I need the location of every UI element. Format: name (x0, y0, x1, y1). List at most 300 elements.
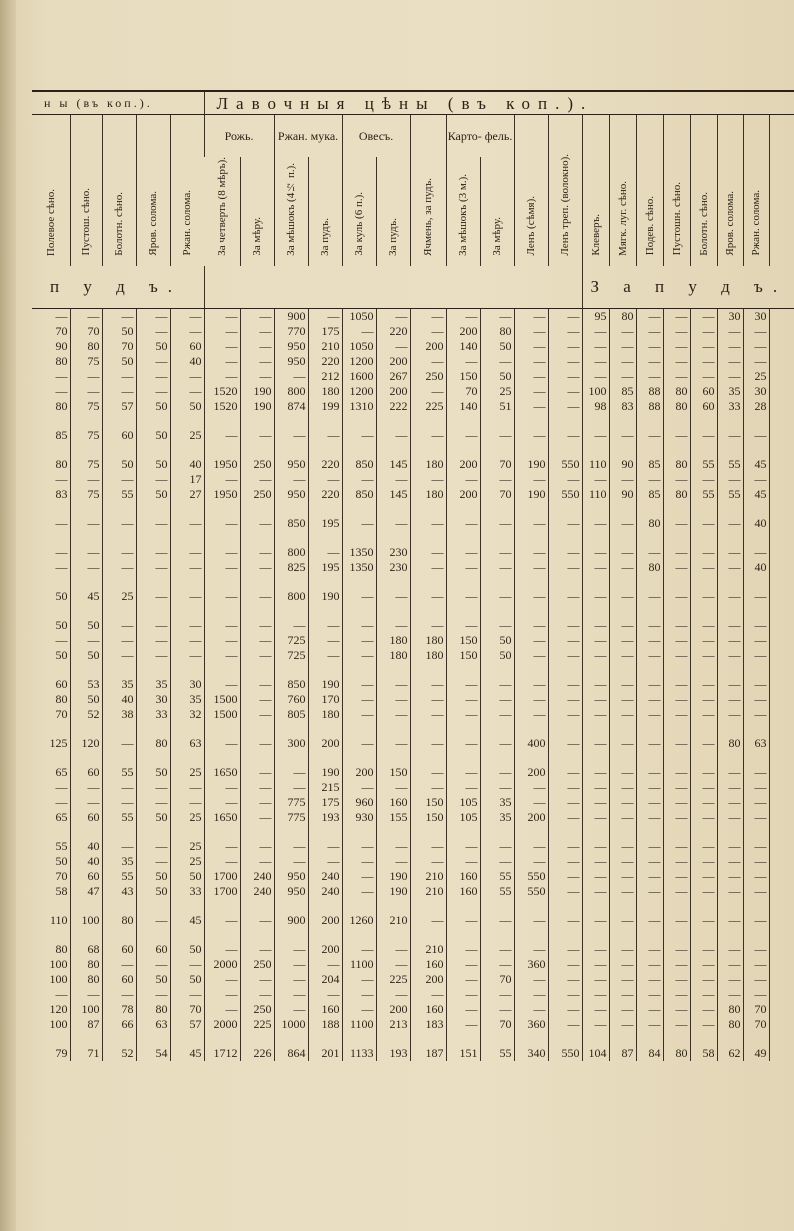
table-cell: 240 (308, 869, 342, 884)
table-cell: 50 (102, 457, 136, 472)
table-cell: — (480, 987, 514, 1002)
table-cell: 85 (636, 487, 663, 502)
table-cell: 35 (170, 692, 204, 707)
col-header: Яров. солома. (136, 115, 170, 266)
spacer-cell (136, 899, 170, 913)
table-cell: — (609, 677, 636, 692)
table-cell: 43 (102, 884, 136, 899)
spacer-cell (170, 722, 204, 736)
table-cell: — (342, 516, 376, 531)
table-cell: 40 (102, 692, 136, 707)
table-cell: — (308, 545, 342, 560)
spacer-cell (342, 414, 376, 428)
table-cell: 80 (609, 308, 636, 324)
spacer-cell (308, 722, 342, 736)
table-cell (769, 1046, 794, 1061)
table-cell: 80 (70, 972, 102, 987)
table-cell: 210 (308, 339, 342, 354)
table-row (32, 692, 794, 707)
table-cell: — (514, 913, 548, 928)
table-cell: 50 (55, 617, 68, 632)
table-cell: — (240, 942, 274, 957)
table-cell: — (582, 780, 609, 795)
table-cell: — (690, 795, 717, 810)
spacer-cell (663, 928, 690, 942)
table-cell: 800 (274, 589, 308, 604)
table-cell: — (582, 810, 609, 825)
table-cell (769, 765, 794, 780)
spacer-cell (636, 575, 663, 589)
col-header: За мѣру. (480, 157, 514, 266)
table-cell: — (446, 765, 480, 780)
table-cell: — (170, 308, 204, 324)
table-cell: — (636, 472, 663, 487)
table-cell: — (548, 618, 582, 633)
table-cell: — (717, 324, 743, 339)
table-cell: — (376, 428, 410, 443)
table-cell: — (55, 515, 68, 530)
spacer-cell (582, 722, 609, 736)
table-cell: 200 (446, 457, 480, 472)
table-cell: — (609, 618, 636, 633)
table-cell: — (636, 1002, 663, 1017)
table-cell: 180 (308, 707, 342, 722)
table-cell: — (514, 384, 548, 399)
table-cell: — (480, 1002, 514, 1017)
table-cell: 200 (308, 942, 342, 957)
table-cell: — (609, 839, 636, 854)
spacer-cell (514, 663, 548, 677)
table-cell: — (410, 707, 446, 722)
table-cell: — (410, 839, 446, 854)
table-cell: 225 (240, 1017, 274, 1032)
table-cell: — (480, 308, 514, 324)
spacer-cell (636, 663, 663, 677)
table-cell (769, 339, 794, 354)
table-cell: — (743, 692, 769, 707)
table-cell: — (636, 677, 663, 692)
table-cell: 60 (70, 765, 102, 780)
spacer-cell (582, 414, 609, 428)
table-cell: 50 (136, 487, 170, 502)
table-cell: — (717, 913, 743, 928)
spacer-cell (514, 825, 548, 839)
spacer-cell (204, 531, 240, 545)
table-cell: 27 (170, 487, 204, 502)
table-row (32, 1002, 794, 1017)
table-cell: 55 (690, 487, 717, 502)
table-cell: 1050 (342, 339, 376, 354)
table-cell: 200 (376, 384, 410, 399)
spacer-cell (514, 575, 548, 589)
table-cell: 220 (308, 457, 342, 472)
table-cell: — (102, 839, 136, 854)
table-cell: — (690, 589, 717, 604)
table-cell: — (136, 308, 170, 324)
spacer-cell (514, 899, 548, 913)
spacer-cell (743, 575, 769, 589)
table-cell: — (376, 736, 410, 751)
table-cell: 66 (102, 1017, 136, 1032)
spacer-cell (410, 899, 446, 913)
table-cell: 222 (376, 399, 410, 414)
table-cell: 45 (743, 487, 769, 502)
spacer-cell (663, 751, 690, 765)
table-cell: 33 (717, 399, 743, 414)
spacer-cell (240, 531, 274, 545)
table-cell: 190 (308, 765, 342, 780)
spacer-cell (342, 663, 376, 677)
table-cell: — (548, 987, 582, 1002)
table-cell: 50 (102, 324, 136, 339)
table-cell: — (582, 987, 609, 1002)
table-cell: — (70, 795, 102, 810)
table-cell: 201 (308, 1046, 342, 1061)
spacer-cell (410, 1032, 446, 1046)
table-cell: — (743, 545, 769, 560)
spacer-cell (274, 575, 308, 589)
table-cell: — (690, 972, 717, 987)
table-cell: — (308, 648, 342, 663)
table-cell: — (480, 692, 514, 707)
table-cell: — (446, 618, 480, 633)
table-cell: 210 (410, 884, 446, 899)
table-cell: — (690, 942, 717, 957)
table-cell: — (410, 736, 446, 751)
table-cell: 190 (240, 399, 274, 414)
table-cell: 60 (102, 942, 136, 957)
table-cell: — (240, 589, 274, 604)
spacer-cell (274, 899, 308, 913)
table-cell: 850 (274, 516, 308, 531)
table-cell: — (582, 428, 609, 443)
table-cell: — (717, 942, 743, 957)
spacer-cell (769, 575, 794, 589)
table-row (32, 324, 794, 339)
table-cell: — (636, 839, 663, 854)
spacer-cell (636, 751, 663, 765)
spacer-cell (136, 604, 170, 618)
table-cell: — (240, 677, 274, 692)
table-cell: — (582, 369, 609, 384)
table-cell: — (240, 780, 274, 795)
table-cell: 900 (274, 913, 308, 928)
spacer-cell (514, 604, 548, 618)
table-cell: — (410, 545, 446, 560)
table-cell: 340 (514, 1046, 548, 1061)
col-header: Болотн. сѣно. (690, 115, 717, 266)
table-cell: 230 (376, 545, 410, 560)
table-cell: — (410, 913, 446, 928)
table-cell: — (690, 765, 717, 780)
spacer-cell (136, 443, 170, 457)
table-cell: — (204, 780, 240, 795)
table-cell: 50 (55, 853, 68, 868)
spacer-cell (240, 502, 274, 516)
table-cell: 220 (308, 487, 342, 502)
table-cell: 195 (308, 516, 342, 531)
table-cell: — (690, 1002, 717, 1017)
table-cell: 50 (170, 399, 204, 414)
spacer-cell (690, 443, 717, 457)
table-cell: — (743, 339, 769, 354)
spacer-cell (170, 502, 204, 516)
spacer-cell (410, 825, 446, 839)
table-cell: — (136, 648, 170, 663)
table-cell: — (582, 765, 609, 780)
table-cell: — (480, 854, 514, 869)
table-cell: — (136, 384, 170, 399)
table-cell: — (743, 765, 769, 780)
table-cell: — (663, 780, 690, 795)
table-cell: — (55, 794, 68, 809)
table-cell: — (663, 472, 690, 487)
table-cell: — (743, 795, 769, 810)
table-cell: — (204, 648, 240, 663)
table-cell: — (446, 560, 480, 575)
table-cell: — (717, 633, 743, 648)
spacer-cell (170, 1032, 204, 1046)
table-cell: 50 (480, 339, 514, 354)
table-cell: — (690, 780, 717, 795)
table-cell: 1350 (342, 545, 376, 560)
table-cell: — (102, 957, 136, 972)
spacer-cell (32, 825, 70, 839)
table-cell: 151 (446, 1046, 480, 1061)
spacer-cell (609, 502, 636, 516)
table-cell: 1200 (342, 384, 376, 399)
spacer-cell (410, 414, 446, 428)
table-cell: 50 (170, 869, 204, 884)
spacer-cell (446, 722, 480, 736)
table-cell: — (204, 308, 240, 324)
table-cell: — (717, 677, 743, 692)
table-cell: — (582, 560, 609, 575)
table-cell: 25 (743, 369, 769, 384)
table-cell: 60 (55, 676, 68, 691)
table-row (32, 736, 794, 751)
table-cell: 30 (136, 692, 170, 707)
col-header: За мѣру. (240, 157, 274, 266)
table-cell (769, 810, 794, 825)
table-cell: 80 (136, 1002, 170, 1017)
spacer-cell (204, 663, 240, 677)
table-cell (769, 707, 794, 722)
table-cell: 1133 (342, 1046, 376, 1061)
table-cell: — (446, 308, 480, 324)
spacer-cell (446, 443, 480, 457)
spacer-cell (32, 575, 70, 589)
table-cell: — (609, 913, 636, 928)
table-cell: 187 (410, 1046, 446, 1061)
col-header: Клеверъ. (582, 115, 609, 266)
table-cell: — (446, 472, 480, 487)
table-cell: 200 (308, 736, 342, 751)
table-row (32, 677, 794, 692)
spacer-cell (446, 414, 480, 428)
table-cell: — (717, 648, 743, 663)
spacer-cell (663, 663, 690, 677)
table-row (32, 428, 794, 443)
table-cell: 155 (376, 810, 410, 825)
table-cell (769, 399, 794, 414)
spacer-cell (548, 414, 582, 428)
table-cell: 50 (55, 588, 68, 603)
table-cell: 120 (49, 1001, 68, 1016)
table-cell: — (690, 354, 717, 369)
spacer-cell (480, 502, 514, 516)
table-cell: — (582, 942, 609, 957)
table-cell: 70 (446, 384, 480, 399)
table-cell: 760 (274, 692, 308, 707)
spacer-cell (514, 414, 548, 428)
spacer-cell (204, 722, 240, 736)
table-cell: — (690, 308, 717, 324)
col-header: Болотн. сѣно. (102, 115, 136, 266)
spacer-cell (274, 722, 308, 736)
table-cell: — (514, 839, 548, 854)
table-cell: — (342, 869, 376, 884)
spacer-cell (446, 899, 480, 913)
table-cell: — (582, 692, 609, 707)
table-cell: 950 (274, 487, 308, 502)
spacer-cell (480, 414, 514, 428)
table-cell: — (204, 589, 240, 604)
table-cell: — (690, 339, 717, 354)
table-cell: 79 (55, 1045, 68, 1060)
table-cell: 50 (480, 648, 514, 663)
table-cell: — (548, 957, 582, 972)
table-cell: 170 (308, 692, 342, 707)
spacer-cell (636, 722, 663, 736)
table-cell: 775 (274, 795, 308, 810)
table-cell: 805 (274, 707, 308, 722)
table-cell: — (446, 972, 480, 987)
table-cell: 33 (170, 884, 204, 899)
table-cell: 80 (102, 913, 136, 928)
spacer-cell (376, 825, 410, 839)
spacer-cell (690, 531, 717, 545)
table-cell: — (548, 472, 582, 487)
table-cell (769, 308, 794, 324)
spacer-cell (690, 899, 717, 913)
table-cell: — (609, 369, 636, 384)
table-cell: — (55, 383, 68, 398)
spacer-cell (717, 575, 743, 589)
table-cell: — (636, 810, 663, 825)
table-row (32, 457, 794, 472)
spacer-cell (548, 604, 582, 618)
table-cell: — (70, 308, 102, 324)
spacer-cell (514, 531, 548, 545)
table-cell: — (274, 854, 308, 869)
spacer-cell (769, 722, 794, 736)
table-cell: 70 (480, 457, 514, 472)
table-cell: 60 (170, 339, 204, 354)
table-cell: 190 (376, 884, 410, 899)
spacer-cell (609, 899, 636, 913)
spacer-cell (274, 604, 308, 618)
table-cell: 30 (170, 677, 204, 692)
table-cell: 950 (274, 869, 308, 884)
spacer-cell (743, 825, 769, 839)
table-cell: 70 (170, 1002, 204, 1017)
table-cell: — (582, 884, 609, 899)
table-cell: — (514, 795, 548, 810)
spacer-cell (274, 443, 308, 457)
table-cell: — (204, 839, 240, 854)
table-cell: — (514, 399, 548, 414)
spacer-cell (32, 722, 70, 736)
table-cell: — (582, 707, 609, 722)
table-cell: 90 (609, 457, 636, 472)
table-cell: 70 (70, 324, 102, 339)
spacer-cell (717, 502, 743, 516)
table-cell: — (548, 324, 582, 339)
col-header: За мѣшокъ (3 м.). (446, 157, 480, 266)
table-cell: 75 (70, 428, 102, 443)
spacer-cell (582, 1032, 609, 1046)
table-cell: — (690, 839, 717, 854)
table-cell: 65 (55, 764, 68, 779)
table-cell: 110 (49, 912, 68, 927)
spacer-cell (446, 531, 480, 545)
table-cell: — (717, 957, 743, 972)
spacer-cell (274, 414, 308, 428)
table-cell: — (743, 324, 769, 339)
table-cell: 30 (743, 384, 769, 399)
spacer-cell (609, 751, 636, 765)
table-cell: 60 (690, 384, 717, 399)
spacer-cell (240, 604, 274, 618)
table-cell (769, 913, 794, 928)
table-cell: 95 (582, 308, 609, 324)
spacer-cell (376, 1032, 410, 1046)
table-cell: — (342, 618, 376, 633)
table-cell (769, 369, 794, 384)
table-cell: 1350 (342, 560, 376, 575)
spacer-cell (446, 825, 480, 839)
spacer-cell (376, 575, 410, 589)
spacer-cell (636, 899, 663, 913)
col-header: Подев. сѣно. (636, 115, 663, 266)
spacer-cell (690, 928, 717, 942)
table-cell: 98 (582, 399, 609, 414)
table-cell: 100 (582, 384, 609, 399)
table-cell: 40 (70, 839, 102, 854)
table-cell: 57 (170, 1017, 204, 1032)
spacer-cell (582, 502, 609, 516)
table-cell: 83 (55, 486, 68, 501)
table-cell: 120 (70, 736, 102, 751)
table-row (32, 942, 794, 957)
spacer-cell (743, 443, 769, 457)
table-cell: 180 (410, 457, 446, 472)
table-cell: — (274, 839, 308, 854)
spacer-cell (170, 531, 204, 545)
table-cell: — (376, 707, 410, 722)
table-cell: — (446, 1002, 480, 1017)
spacer-cell (663, 575, 690, 589)
table-cell: 200 (376, 354, 410, 369)
table-cell: 240 (240, 869, 274, 884)
table-cell: — (274, 618, 308, 633)
table-cell: — (55, 986, 68, 1001)
spacer-cell (609, 414, 636, 428)
spacer-row (32, 604, 794, 618)
table-cell: — (663, 957, 690, 972)
col-header: За мѣшокъ (4½ п.). (274, 157, 308, 266)
